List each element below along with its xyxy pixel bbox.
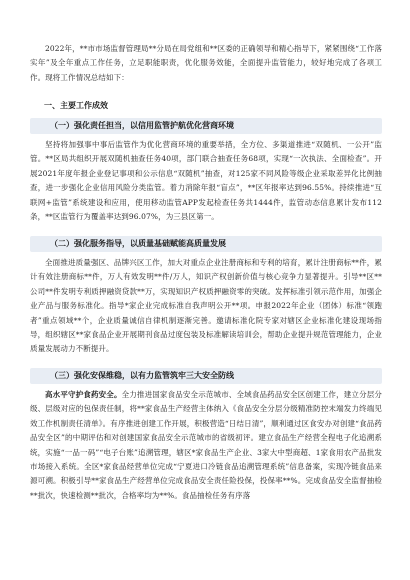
subsection-3-body: [30, 388, 382, 503]
subsection-1-body: 坚持将加强事中事后监管作为优化营商环境的重要举措，全方位、多渠道推进“双随机、一公开”监管。**区局共组织开展双随机抽查任务40项，部门联合抽查任务68项，实现“一次执法、全面检查”。开展2021年度年报企业登记事项和公示信息“双随机”抽查，对125家不同风险等级企业采取差异化比例抽查，进一步强化企业信用风险分类监管。着力消除年报“盲点”，**区年报率达到96.55%。持续推进“互联网+监管”系统建设和应用，使用移动监管APP发起检查任务共1444件，监管动态信息累计发布112条，**区监管行为覆盖率达到96.07%，为三县区第一。: [30, 140, 382, 222]
subsection-3-title: （三）强化安保维稳，以有力监管筑牢三大安全防线: [50, 371, 234, 380]
subsection-2-title: （二）强化服务指导，以质量基础赋能高质量发展: [50, 239, 226, 248]
subsection-3-lead: 高水平守护食药安全。: [45, 390, 122, 399]
subsection-1-title-band: [30, 118, 382, 134]
subsection-2-title-band: [30, 236, 382, 252]
subsection-3-title-band: [30, 368, 382, 384]
subsection-1-title: （一）强化责任担当，以信用监管护航优化营商环境: [50, 121, 234, 130]
section-heading: 一、主要工作成效: [44, 101, 108, 110]
subsection-2-body: 全面推进质量强区、品牌兴区工作，加大对重点企业注册商标和专利的培育，累计注册商标**件，累计有效注册商标**件，万人有效发明**件/万人，知识产权创新价值与核心竞争力显著提升。引导**区**公司**件发明专利质押融资贷款**万，实现知识产权质押融资零的突破。发挥标准引领示范作用，加强企业产品与服务标准化。指导*家企业完成标准自我声明公开**项。申报2022年企业（团体）标准“领跑者”重点领域**个，企业质量诚信自律机制逐渐完善。邀请标准化院专家对辖区企业标准化建设现场指导，组织辖区**家食品企业开展期刊食品过度包装及标准解读培训会，帮助企业提升规范管理能力，企业质量发展动力不断提升。: [30, 258, 382, 354]
subsection-3-text: 全力推进国家食品安全示范城市、全域食品药品安全区创建工作，建立分层分级、层级对应的包保责任制，将**家食品生产经营主体纳入《食品安全分层分级精准防控末端发力终端见效工作机制责任清单》。有序推进创建工作开展，积极营造“日结日清”，顺利通过区食安办对创建“食品药品安全区”的中期评估和对创建国家食品安全示范城市的省级初评。建立食品生产经营全程电子化追溯系统，实施“一品一码”“电子台账”追溯管理，辖区*家食品生产企业、3家大中型商超、1家食用农产品批发市场接入系统。全区*家食品经营单位完成“宁夏进口冷链食品追溯管理系统”信息备案，实现冷链食品来源可溯。积极引导**家食品生产经营单位完成食品安全责任险投保，投保率**%。完成食品安全监督抽检**批次，快速检测**批次，合格率均为**%。食品抽检任务有序落: [30, 390, 382, 500]
intro-paragraph: 2022年，**市市场监督管理局**分局在局党组和**区委的正确领导和精心指导下，紧紧围绕“工作落实年”及全年重点工作任务，立足职能职责，优化服务效能，全面提升监管能力，较好地完成了各项工作。现将工作情况总结如下：: [30, 44, 382, 82]
